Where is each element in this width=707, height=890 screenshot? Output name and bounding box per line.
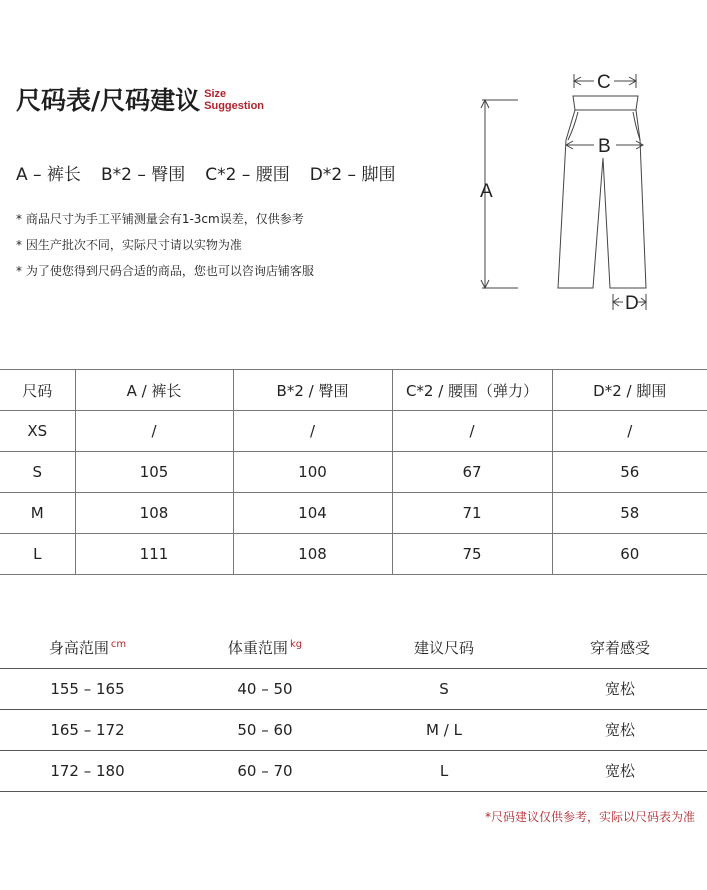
size-cell: 105 bbox=[75, 452, 233, 493]
diagram-label-b: B bbox=[598, 136, 611, 157]
table-row bbox=[0, 709, 707, 750]
title-en-line2: Suggestion bbox=[204, 100, 265, 112]
size-table-header bbox=[0, 370, 707, 411]
suggestion-table-header bbox=[0, 628, 707, 668]
note-3: * 为了使您得到尺码合适的商品，您也可以咨询店铺客服 bbox=[16, 264, 314, 278]
table-row bbox=[0, 452, 707, 493]
size-cell: 100 bbox=[233, 452, 392, 493]
title-en bbox=[204, 88, 264, 116]
sug-header-height: 身高范围 $^{cm}$ bbox=[0, 628, 175, 668]
table-row bbox=[0, 668, 707, 709]
measurement-legend bbox=[16, 160, 395, 185]
legend-d: D*2 – 脚围 bbox=[309, 165, 396, 185]
size-header-c: C*2 / 腰围（弹力） bbox=[392, 370, 552, 411]
size-cell: / bbox=[392, 411, 552, 452]
size-cell: 104 bbox=[233, 493, 392, 534]
table-row bbox=[0, 411, 707, 452]
sug-cell: 50 – 60 bbox=[175, 709, 355, 750]
sug-header-size: 建议尺码 bbox=[355, 628, 533, 668]
size-cell: 58 bbox=[552, 493, 707, 534]
pants-diagram bbox=[470, 68, 670, 318]
unit-cm: cm bbox=[110, 639, 127, 651]
size-cell: S bbox=[0, 452, 75, 493]
table-row bbox=[0, 493, 707, 534]
diagram-label-d: D bbox=[625, 293, 639, 314]
size-cell: / bbox=[75, 411, 233, 452]
size-cell: M bbox=[0, 493, 75, 534]
table-row bbox=[0, 750, 707, 791]
legend-b: B*2 – 臀围 bbox=[100, 165, 186, 185]
legend-a: A – 裤长 bbox=[16, 165, 81, 185]
note-1: * 商品尺寸为手工平铺测量会有1-3cm误差，仅供参考 bbox=[16, 212, 304, 226]
sug-cell: 宽松 bbox=[533, 750, 707, 791]
sug-cell: 172 – 180 bbox=[0, 750, 175, 791]
size-cell: 111 bbox=[75, 534, 233, 575]
size-cell: XS bbox=[0, 411, 75, 452]
sug-cell: S bbox=[355, 668, 533, 709]
size-cell: 56 bbox=[552, 452, 707, 493]
sug-cell: 40 – 50 bbox=[175, 668, 355, 709]
size-cell: / bbox=[233, 411, 392, 452]
legend-c: C*2 – 腰围 bbox=[205, 165, 290, 185]
sug-cell: 宽松 bbox=[533, 668, 707, 709]
size-cell: L bbox=[0, 534, 75, 575]
size-cell: 108 bbox=[233, 534, 392, 575]
title-en-line1: Size bbox=[204, 88, 227, 100]
diagram-label-c: C bbox=[597, 72, 611, 93]
sug-cell: 165 – 172 bbox=[0, 709, 175, 750]
size-header-d: D*2 / 脚围 bbox=[552, 370, 707, 411]
sug-header-feel: 穿着感受 bbox=[533, 628, 707, 668]
size-cell: 108 bbox=[75, 493, 233, 534]
sug-cell: L bbox=[355, 750, 533, 791]
size-cell: 75 bbox=[392, 534, 552, 575]
sug-cell: M / L bbox=[355, 709, 533, 750]
size-cell: 71 bbox=[392, 493, 552, 534]
sug-cell: 宽松 bbox=[533, 709, 707, 750]
sug-cell: 60 – 70 bbox=[175, 750, 355, 791]
sug-cell: 155 – 165 bbox=[0, 668, 175, 709]
footnote: *尺码建议仅供参考，实际以尺码表为准 bbox=[484, 810, 695, 824]
note-2: * 因生产批次不同，实际尺寸请以实物为准 bbox=[16, 238, 242, 252]
suggestion-table bbox=[0, 628, 707, 792]
sug-header-weight: 体重范围 $^{kg}$ bbox=[175, 628, 355, 668]
notes bbox=[16, 206, 314, 284]
size-cell: 67 bbox=[392, 452, 552, 493]
size-header-a: A / 裤长 bbox=[75, 370, 233, 411]
size-cell: / bbox=[552, 411, 707, 452]
diagram-label-a: A bbox=[480, 181, 493, 202]
size-header-b: B*2 / 臀围 bbox=[233, 370, 392, 411]
title-cn: 尺码表/尺码建议 bbox=[16, 86, 201, 115]
size-header-size: 尺码 bbox=[0, 370, 75, 411]
table-row bbox=[0, 534, 707, 575]
size-cell: 60 bbox=[552, 534, 707, 575]
unit-kg: kg bbox=[289, 639, 303, 651]
size-table bbox=[0, 369, 707, 575]
page-title bbox=[16, 86, 264, 116]
